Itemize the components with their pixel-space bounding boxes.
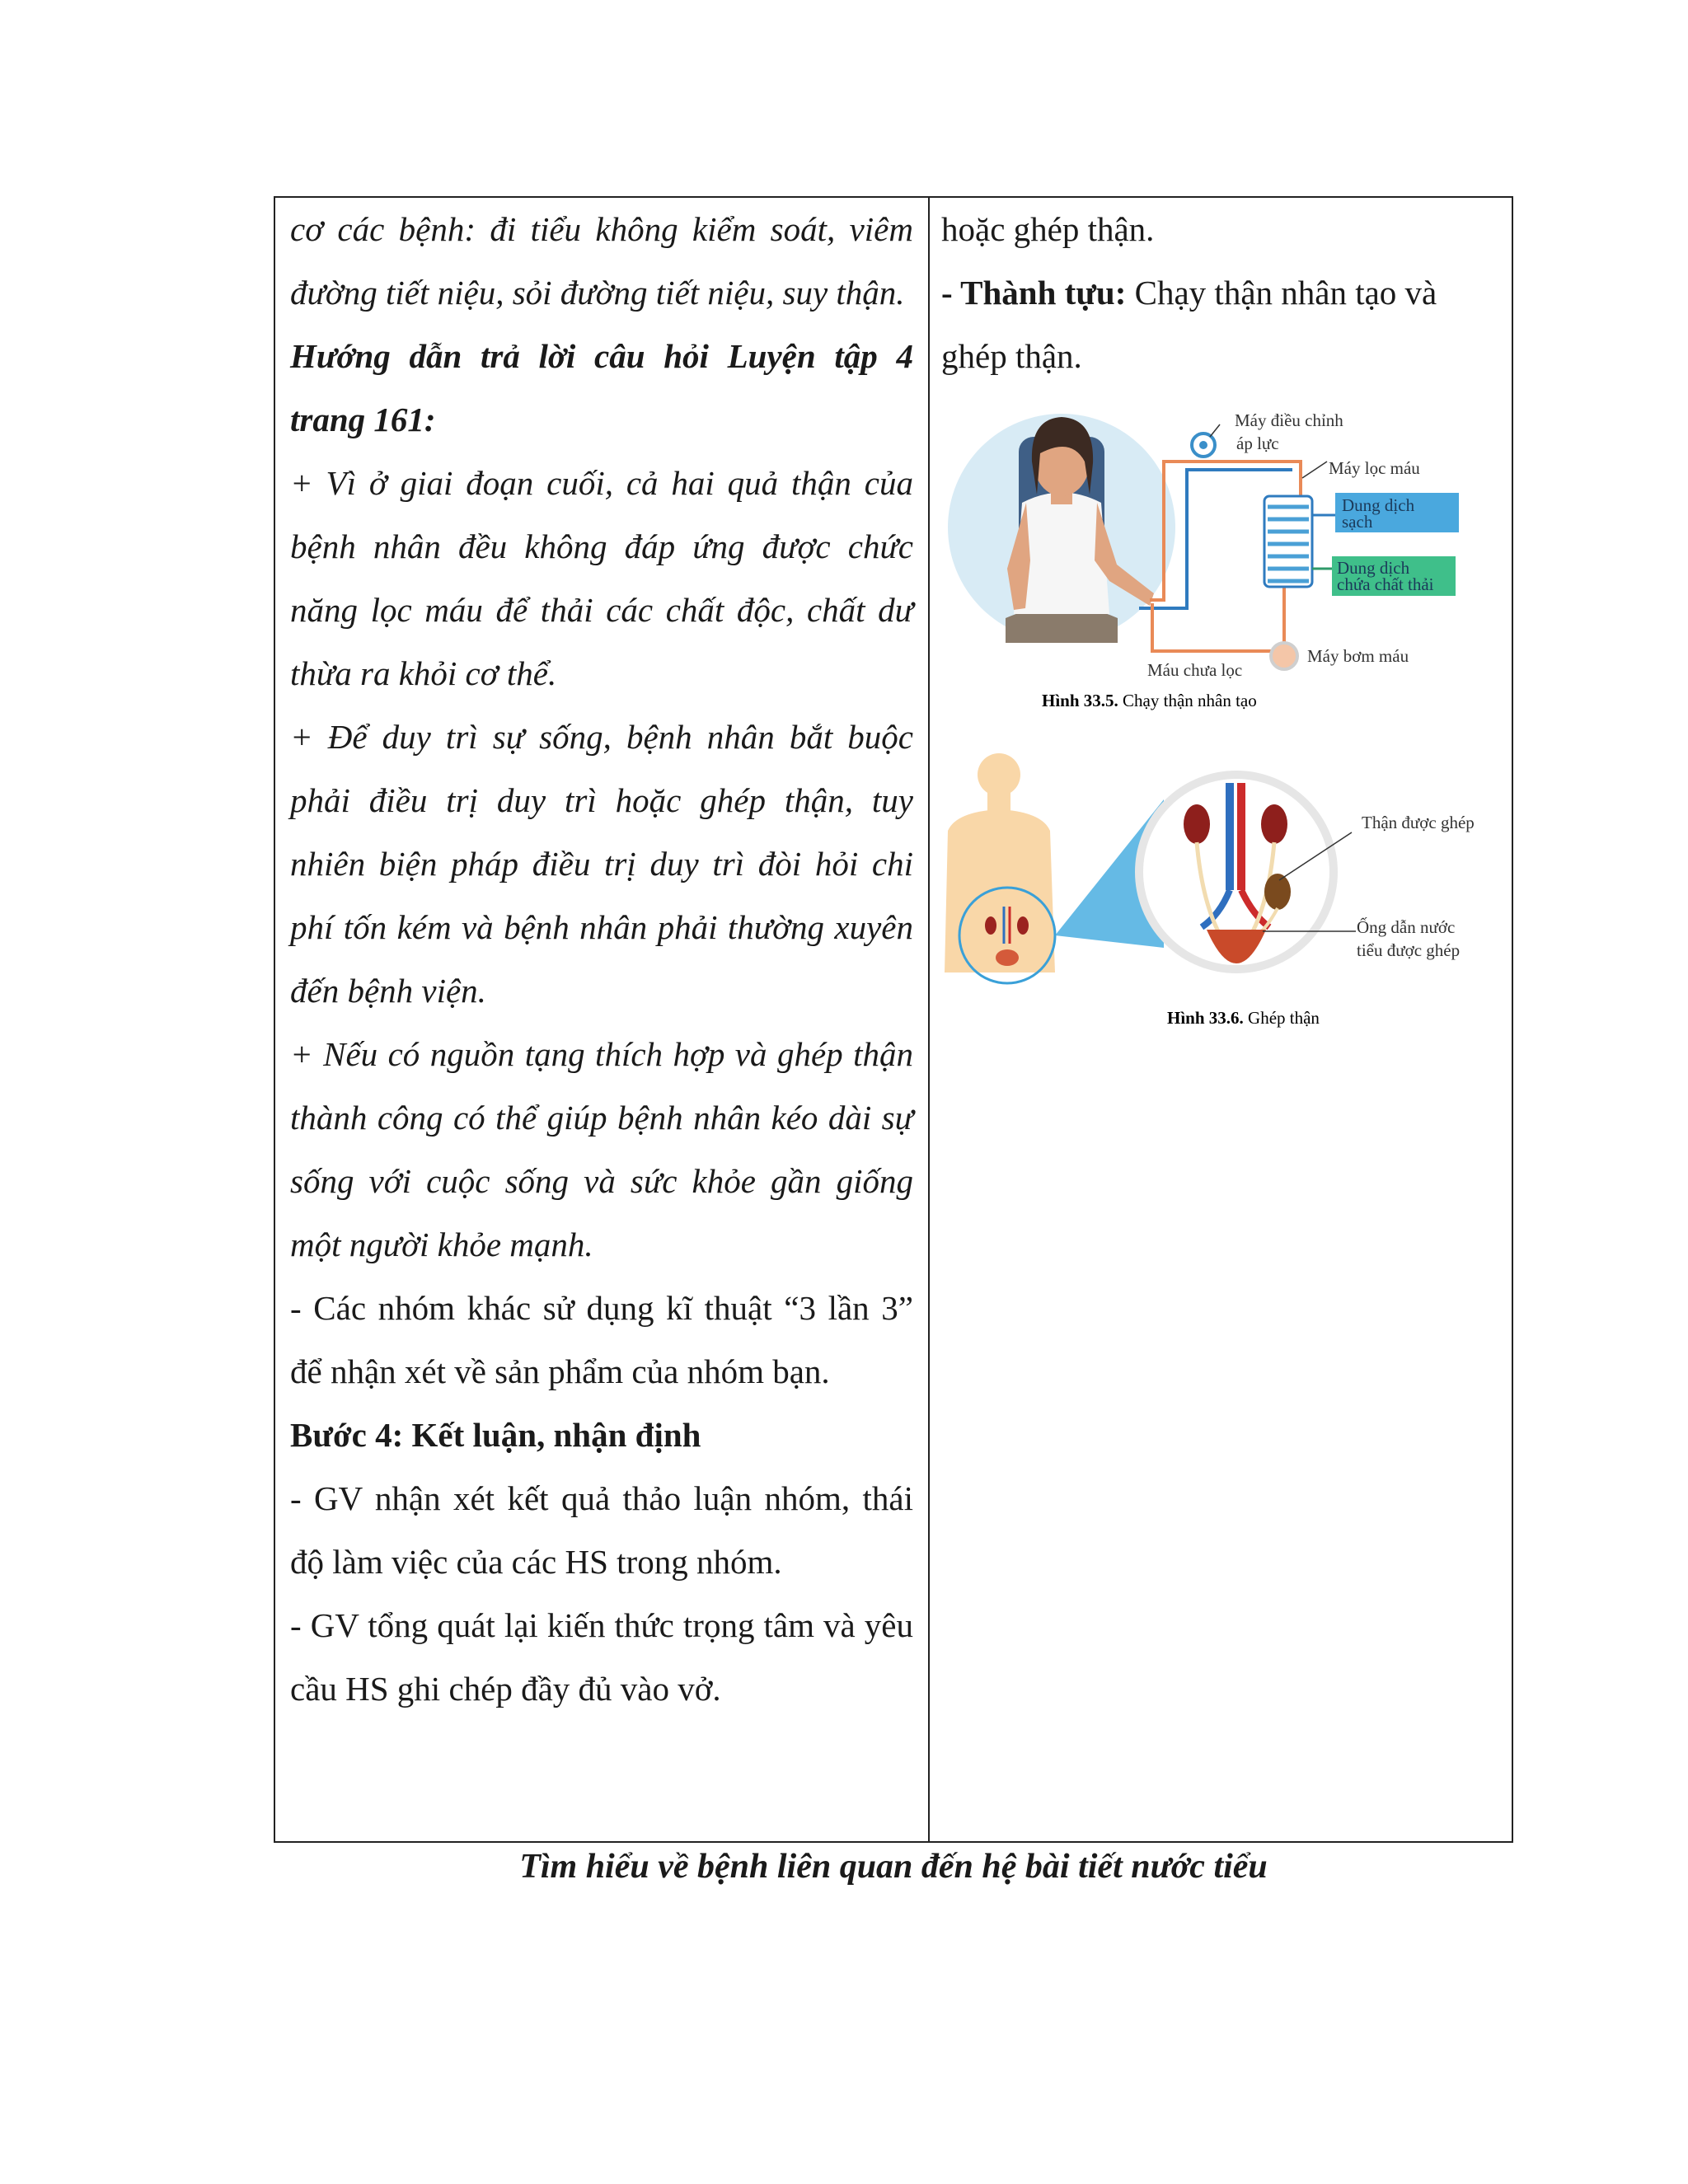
figure-33-6-caption <box>1167 1008 1320 1028</box>
pump-label: Máy bơm máu <box>1307 646 1409 666</box>
right-column <box>941 198 1502 388</box>
achievement-paragraph <box>941 261 1502 388</box>
guide-title: Hướng dẫn trả lời câu hỏi Luyện tập 4 trang 161: <box>290 337 913 438</box>
right-paragraph-transplant: hoặc ghép thận. <box>941 210 1155 248</box>
waste-solution-label-2: chứa chất thải <box>1337 574 1434 594</box>
column-divider <box>928 198 930 1841</box>
answer-bullet-2: + Để duy trì sự sống, bệnh nhân bắt buộc phải điều trị duy trì hoặc ghép thận, tuy nhiên biện pháp điều trị duy trì đòi hỏi chi phí tốn kém và bệnh nhân phải thường xuyên đến bệnh viện. <box>290 718 913 1010</box>
transplanted-ureter-label-1: Ống dẫn nước <box>1357 917 1456 937</box>
achievement-text: Chạy thận nhân tạo và ghép thận. <box>941 274 1437 375</box>
body-silhouette <box>945 753 1055 972</box>
waste-solution-label-1: Dung dịch <box>1337 558 1410 578</box>
transplanted-ureter-label-2: tiểu được ghép <box>1357 940 1461 960</box>
pressure-label-1: Máy điều chỉnh <box>1235 410 1343 430</box>
blood-pump-icon <box>1271 643 1297 669</box>
gv-paragraph-2: - GV tổng quát lại kiến thức trọng tâm và yêu cầu HS ghi chép đầy đủ vào vở. <box>290 1606 913 1708</box>
answer-bullet-3: + Nếu có nguồn tạng thích hợp và ghép thận thành công có thể giúp bệnh nhân kéo dài sự sống với cuộc sống và sức khỏe gần giống một người khỏe mạnh. <box>290 1035 913 1263</box>
figure-33-6-caption-text: Ghép thận <box>1243 1008 1320 1028</box>
step4-heading: Bước 4: Kết luận, nhận định <box>290 1416 701 1454</box>
gv-paragraph-1: - GV nhận xét kết quả thảo luận nhóm, thái độ làm việc của các HS trong nhóm. <box>290 1479 913 1581</box>
figure-33-6-caption-bold: Hình 33.6. <box>1167 1008 1244 1028</box>
dialyzer-icon <box>1264 496 1312 587</box>
pressure-label-2: áp lực <box>1236 434 1279 453</box>
clean-solution-label-2: sạch <box>1342 512 1373 532</box>
figure-33-5-caption-text: Chạy thận nhân tạo <box>1118 691 1257 710</box>
transplanted-kidney-label: Thận được ghép <box>1362 813 1475 832</box>
unfiltered-blood-label: Máu chưa lọc <box>1147 660 1243 680</box>
answer-bullet-1: + Vì ở giai đoạn cuối, cả hai quả thận của bệnh nhân đều không đáp ứng được chức năng lọc máu để thải các chất độc, chất dư thừa ra khỏi cơ thể. <box>290 464 913 692</box>
left-column <box>290 198 913 1721</box>
clean-solution-label-1: Dung dịch <box>1342 495 1415 515</box>
dialysis-figure <box>948 404 1492 717</box>
achievement-label: - Thành tựu: <box>941 274 1127 312</box>
figure-33-5-caption <box>1042 691 1257 710</box>
section-heading: Tìm hiểu về bệnh liên quan đến hệ bài tiết nước tiểu <box>519 1848 1268 1886</box>
filter-label: Máy lọc máu <box>1329 458 1420 478</box>
left-paragraph-diseases: cơ các bệnh: đi tiểu không kiểm soát, viêm đường tiết niệu, sỏi đường tiết niệu, suy thận. <box>290 210 913 312</box>
groups-paragraph: - Các nhóm khác sử dụng kĩ thuật “3 lần 3” để nhận xét về sản phẩm của nhóm bạn. <box>290 1289 913 1390</box>
figure-33-5-caption-bold: Hình 33.5. <box>1042 691 1118 710</box>
kidney-transplant-figure <box>940 750 1517 1047</box>
